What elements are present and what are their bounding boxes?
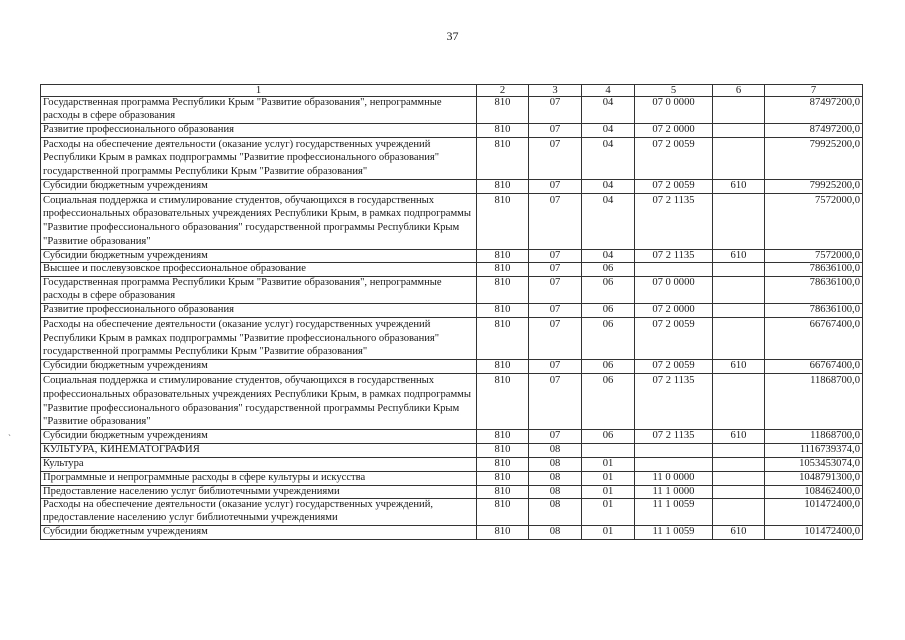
row-expense-type	[713, 318, 765, 360]
row-section-code: 07	[529, 318, 582, 360]
row-ministry-code: 810	[477, 249, 529, 263]
row-amount: 7572000,0	[765, 193, 863, 249]
row-amount: 11868700,0	[765, 374, 863, 430]
row-expense-type	[713, 193, 765, 249]
row-section-code: 08	[529, 457, 582, 471]
row-amount: 87497200,0	[765, 123, 863, 137]
row-expense-type: 610	[713, 249, 765, 263]
row-subsection-code: 04	[582, 137, 635, 179]
row-ministry-code: 810	[477, 360, 529, 374]
row-amount: 101472400,0	[765, 526, 863, 540]
row-section-code: 07	[529, 360, 582, 374]
row-expense-type	[713, 97, 765, 124]
row-subsection-code: 01	[582, 471, 635, 485]
table-row	[41, 374, 863, 430]
table-row	[41, 429, 863, 443]
row-subsection-code: 06	[582, 360, 635, 374]
row-section-code: 07	[529, 193, 582, 249]
row-subsection-code: 06	[582, 304, 635, 318]
row-expense-type	[713, 277, 765, 304]
row-section-code: 07	[529, 304, 582, 318]
row-expense-type	[713, 304, 765, 318]
table-row	[41, 304, 863, 318]
row-target-article	[635, 263, 713, 277]
row-description: Государственная программа Республики Крым "Развитие образования", непрограммные расходы в сфере образования	[41, 277, 477, 304]
row-subsection-code: 04	[582, 97, 635, 124]
row-target-article: 07 2 1135	[635, 193, 713, 249]
column-header: 7	[765, 85, 863, 97]
table-row	[41, 360, 863, 374]
row-section-code: 07	[529, 277, 582, 304]
row-amount: 1116739374,0	[765, 443, 863, 457]
row-subsection-code: 06	[582, 374, 635, 430]
row-description: Предоставление населению услуг библиотечными учреждениями	[41, 485, 477, 499]
table-row	[41, 179, 863, 193]
row-amount: 79925200,0	[765, 179, 863, 193]
row-description: Субсидии бюджетным учреждениям	[41, 179, 477, 193]
row-expense-type: 610	[713, 179, 765, 193]
row-target-article: 07 2 1135	[635, 374, 713, 430]
row-subsection-code: 06	[582, 318, 635, 360]
row-ministry-code: 810	[477, 137, 529, 179]
table-row	[41, 318, 863, 360]
row-amount: 101472400,0	[765, 499, 863, 526]
table-row	[41, 457, 863, 471]
row-subsection-code: 01	[582, 526, 635, 540]
table-row	[41, 249, 863, 263]
row-section-code: 07	[529, 123, 582, 137]
row-section-code: 08	[529, 443, 582, 457]
column-number-row	[41, 85, 863, 97]
row-ministry-code: 810	[477, 179, 529, 193]
row-section-code: 08	[529, 471, 582, 485]
table-row	[41, 277, 863, 304]
row-description: Государственная программа Республики Крым "Развитие образования", непрограммные расходы в сфере образования	[41, 97, 477, 124]
table-row	[41, 471, 863, 485]
page-number: 37	[446, 29, 459, 43]
row-description: Высшее и послевузовское профессиональное образование	[41, 263, 477, 277]
row-target-article: 11 1 0000	[635, 485, 713, 499]
row-amount: 87497200,0	[765, 97, 863, 124]
row-expense-type	[713, 123, 765, 137]
row-section-code: 07	[529, 374, 582, 430]
row-ministry-code: 810	[477, 485, 529, 499]
row-section-code: 08	[529, 499, 582, 526]
row-target-article: 07 2 0000	[635, 304, 713, 318]
row-ministry-code: 810	[477, 526, 529, 540]
row-amount: 108462400,0	[765, 485, 863, 499]
row-subsection-code: 01	[582, 485, 635, 499]
row-ministry-code: 810	[477, 97, 529, 124]
row-subsection-code	[582, 443, 635, 457]
row-description: Расходы на обеспечение деятельности (оказание услуг) государственных учреждений Республики Крым в рамках подпрограммы "Развитие профессионального образования" государственной программы Республики Крым "Развитие образования"	[41, 318, 477, 360]
row-ministry-code: 810	[477, 429, 529, 443]
row-expense-type: 610	[713, 360, 765, 374]
row-target-article	[635, 457, 713, 471]
row-expense-type: 610	[713, 526, 765, 540]
row-description: Субсидии бюджетным учреждениям	[41, 249, 477, 263]
row-target-article: 07 2 1135	[635, 249, 713, 263]
row-ministry-code: 810	[477, 263, 529, 277]
table-row	[41, 137, 863, 179]
row-target-article: 07 2 1135	[635, 429, 713, 443]
row-amount: 79925200,0	[765, 137, 863, 179]
row-target-article: 07 2 0000	[635, 123, 713, 137]
row-section-code: 07	[529, 263, 582, 277]
row-subsection-code: 04	[582, 249, 635, 263]
stray-mark: ˋ	[8, 433, 11, 443]
row-subsection-code: 06	[582, 277, 635, 304]
row-target-article: 11 1 0059	[635, 499, 713, 526]
row-subsection-code: 01	[582, 457, 635, 471]
table-row	[41, 123, 863, 137]
row-description: КУЛЬТУРА, КИНЕМАТОГРАФИЯ	[41, 443, 477, 457]
row-description: Субсидии бюджетным учреждениям	[41, 526, 477, 540]
table-row	[41, 263, 863, 277]
column-header: 5	[635, 85, 713, 97]
row-amount: 1053453074,0	[765, 457, 863, 471]
row-subsection-code: 04	[582, 123, 635, 137]
row-amount: 78636100,0	[765, 263, 863, 277]
row-expense-type	[713, 471, 765, 485]
row-subsection-code: 04	[582, 179, 635, 193]
row-description: Расходы на обеспечение деятельности (оказание услуг) государственных учреждений, предоставление населению услуг библиотечными учреждениями	[41, 499, 477, 526]
column-header: 1	[41, 85, 477, 97]
row-description: Программные и непрограммные расходы в сфере культуры и искусства	[41, 471, 477, 485]
row-description: Субсидии бюджетным учреждениям	[41, 360, 477, 374]
row-target-article: 07 0 0000	[635, 97, 713, 124]
table-row	[41, 443, 863, 457]
row-ministry-code: 810	[477, 499, 529, 526]
row-description: Развитие профессионального образования	[41, 123, 477, 137]
row-section-code: 07	[529, 137, 582, 179]
row-subsection-code: 06	[582, 429, 635, 443]
column-header: 4	[582, 85, 635, 97]
row-expense-type	[713, 457, 765, 471]
row-description: Культура	[41, 457, 477, 471]
row-amount: 78636100,0	[765, 277, 863, 304]
row-expense-type	[713, 263, 765, 277]
budget-table	[40, 84, 863, 540]
row-section-code: 07	[529, 249, 582, 263]
row-ministry-code: 810	[477, 457, 529, 471]
row-target-article: 07 2 0059	[635, 179, 713, 193]
row-section-code: 08	[529, 526, 582, 540]
row-target-article	[635, 443, 713, 457]
row-expense-type	[713, 499, 765, 526]
row-expense-type	[713, 485, 765, 499]
row-description: Расходы на обеспечение деятельности (оказание услуг) государственных учреждений Республики Крым в рамках подпрограммы "Развитие профессионального образования" государственной программы Республики Крым "Развитие образования"	[41, 137, 477, 179]
table-row	[41, 499, 863, 526]
row-amount: 66767400,0	[765, 318, 863, 360]
row-target-article: 07 2 0059	[635, 318, 713, 360]
row-ministry-code: 810	[477, 374, 529, 430]
row-amount: 66767400,0	[765, 360, 863, 374]
row-amount: 78636100,0	[765, 304, 863, 318]
table-row	[41, 193, 863, 249]
row-ministry-code: 810	[477, 193, 529, 249]
row-target-article: 11 1 0059	[635, 526, 713, 540]
row-expense-type: 610	[713, 429, 765, 443]
row-target-article: 07 0 0000	[635, 277, 713, 304]
row-expense-type	[713, 374, 765, 430]
row-amount: 1048791300,0	[765, 471, 863, 485]
row-expense-type	[713, 443, 765, 457]
row-ministry-code: 810	[477, 123, 529, 137]
row-ministry-code: 810	[477, 304, 529, 318]
row-description: Субсидии бюджетным учреждениям	[41, 429, 477, 443]
column-header: 6	[713, 85, 765, 97]
table-row	[41, 485, 863, 499]
row-subsection-code: 04	[582, 193, 635, 249]
row-expense-type	[713, 137, 765, 179]
row-ministry-code: 810	[477, 318, 529, 360]
row-section-code: 07	[529, 179, 582, 193]
row-ministry-code: 810	[477, 277, 529, 304]
table-row	[41, 526, 863, 540]
row-subsection-code: 06	[582, 263, 635, 277]
row-section-code: 08	[529, 485, 582, 499]
table-body	[41, 97, 863, 540]
table-row	[41, 97, 863, 124]
row-amount: 11868700,0	[765, 429, 863, 443]
row-target-article: 11 0 0000	[635, 471, 713, 485]
row-description: Социальная поддержка и стимулирование студентов, обучающихся в государственных профессиональных образовательных учреждениях Республики Крым, в рамках подпрограммы "Развитие профессионального образования" государственной программы Республики Крым "Развитие образования"	[41, 374, 477, 430]
row-ministry-code: 810	[477, 443, 529, 457]
row-description: Социальная поддержка и стимулирование студентов, обучающихся в государственных профессиональных образовательных учреждениях Республики Крым, в рамках подпрограммы "Развитие профессионального образования" государственной программы Республики Крым "Развитие образования"	[41, 193, 477, 249]
row-section-code: 07	[529, 97, 582, 124]
row-target-article: 07 2 0059	[635, 137, 713, 179]
column-header: 3	[529, 85, 582, 97]
column-header: 2	[477, 85, 529, 97]
row-description: Развитие профессионального образования	[41, 304, 477, 318]
row-section-code: 07	[529, 429, 582, 443]
row-subsection-code: 01	[582, 499, 635, 526]
row-target-article: 07 2 0059	[635, 360, 713, 374]
row-ministry-code: 810	[477, 471, 529, 485]
row-amount: 7572000,0	[765, 249, 863, 263]
